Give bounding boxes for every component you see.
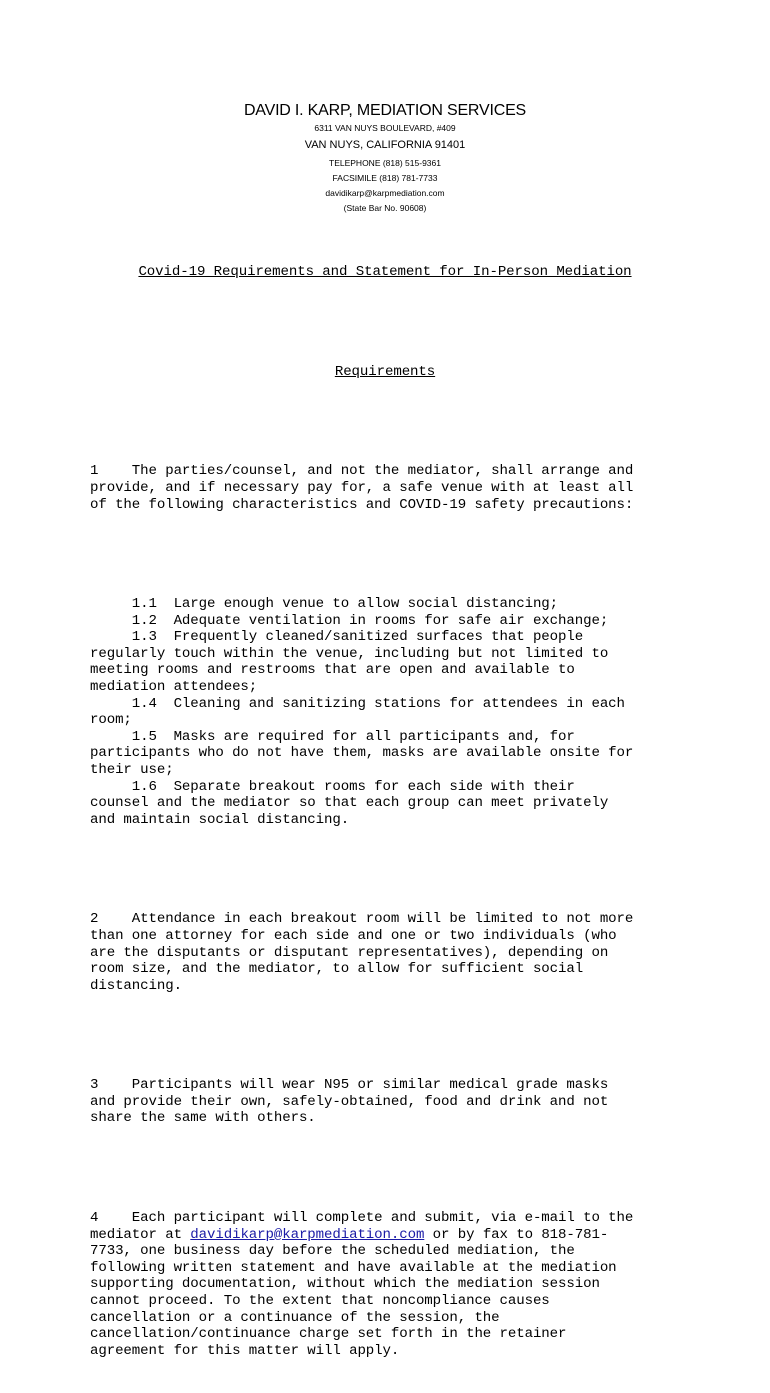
email-link[interactable]: davidikarp@karpmediation.com bbox=[190, 1226, 425, 1243]
section-heading: Requirements bbox=[334, 363, 436, 380]
document-title: Covid-19 Requirements and Statement for In-Person Mediation bbox=[138, 264, 632, 281]
firm-city: VAN NUYS, CALIFORNIA 91401 bbox=[304, 139, 466, 151]
paragraph-3: 3 Participants will wear N95 or similar medical grade masks and provide their own, safely-obtained, food and drink and not share the same with others. bbox=[90, 1077, 609, 1127]
firm-facsimile: FACSIMILE (818) 781-7733 bbox=[332, 173, 438, 183]
firm-email: davidikarp@karpmediation.com bbox=[325, 188, 445, 198]
paragraph-1: 1 The parties/counsel, and not the mediator, shall arrange and provide, and if necessary pay for, a safe venue with at least all of the following characteristics and COVID-19 safety precautions: bbox=[90, 463, 634, 513]
paragraph-4-start: 4 Each participant will complete and submit, via e-mail to the mediator at bbox=[90, 1210, 634, 1243]
firm-telephone: TELEPHONE (818) 515-9361 bbox=[329, 158, 441, 168]
paragraph-4 bbox=[90, 1210, 690, 1359]
paragraph-4-end: or by fax to 818-781- 7733, one business day before the scheduled mediation, the following written statement and have available at the mediation supporting documentation, without which the mediation session cannot proceed. To the extent that noncompliance causes cancellation or a continuance of the session, the cancellation/continuance charge set forth in the retainer agreement for this matter will apply. bbox=[90, 1226, 617, 1359]
document-body bbox=[90, 231, 690, 1393]
firm-name: DAVID I. KARP, MEDIATION SERVICES bbox=[243, 102, 527, 119]
requirements-list: 1.1 Large enough venue to allow social distancing; 1.2 Adequate ventilation in rooms for safe air exchange; 1.3 Frequently cleaned/sanitized surfaces that people regularly touch within the venue, including but not limited to meeting rooms and restrooms that are open and available to mediation attendees; 1.4 Cleaning and sanitizing stations for attendees in each room; 1.5 Masks are required for all participants and, for participants who do not have them, masks are available onsite for their use; 1.6 Separate breakout rooms for each side with their counsel and the mediator so that each group can meet privately and maintain social distancing. bbox=[90, 596, 634, 828]
firm-bar-number: (State Bar No. 90608) bbox=[343, 203, 427, 213]
firm-address: 6311 VAN NUYS BOULEVARD, #409 bbox=[314, 123, 456, 133]
paragraph-2: 2 Attendance in each breakout room will be limited to not more than one attorney for each side and one or two individuals (who are the disputants or disputant representatives), depending on room size, and the mediator, to allow for sufficient social distancing. bbox=[90, 911, 634, 994]
letterhead bbox=[0, 101, 770, 216]
